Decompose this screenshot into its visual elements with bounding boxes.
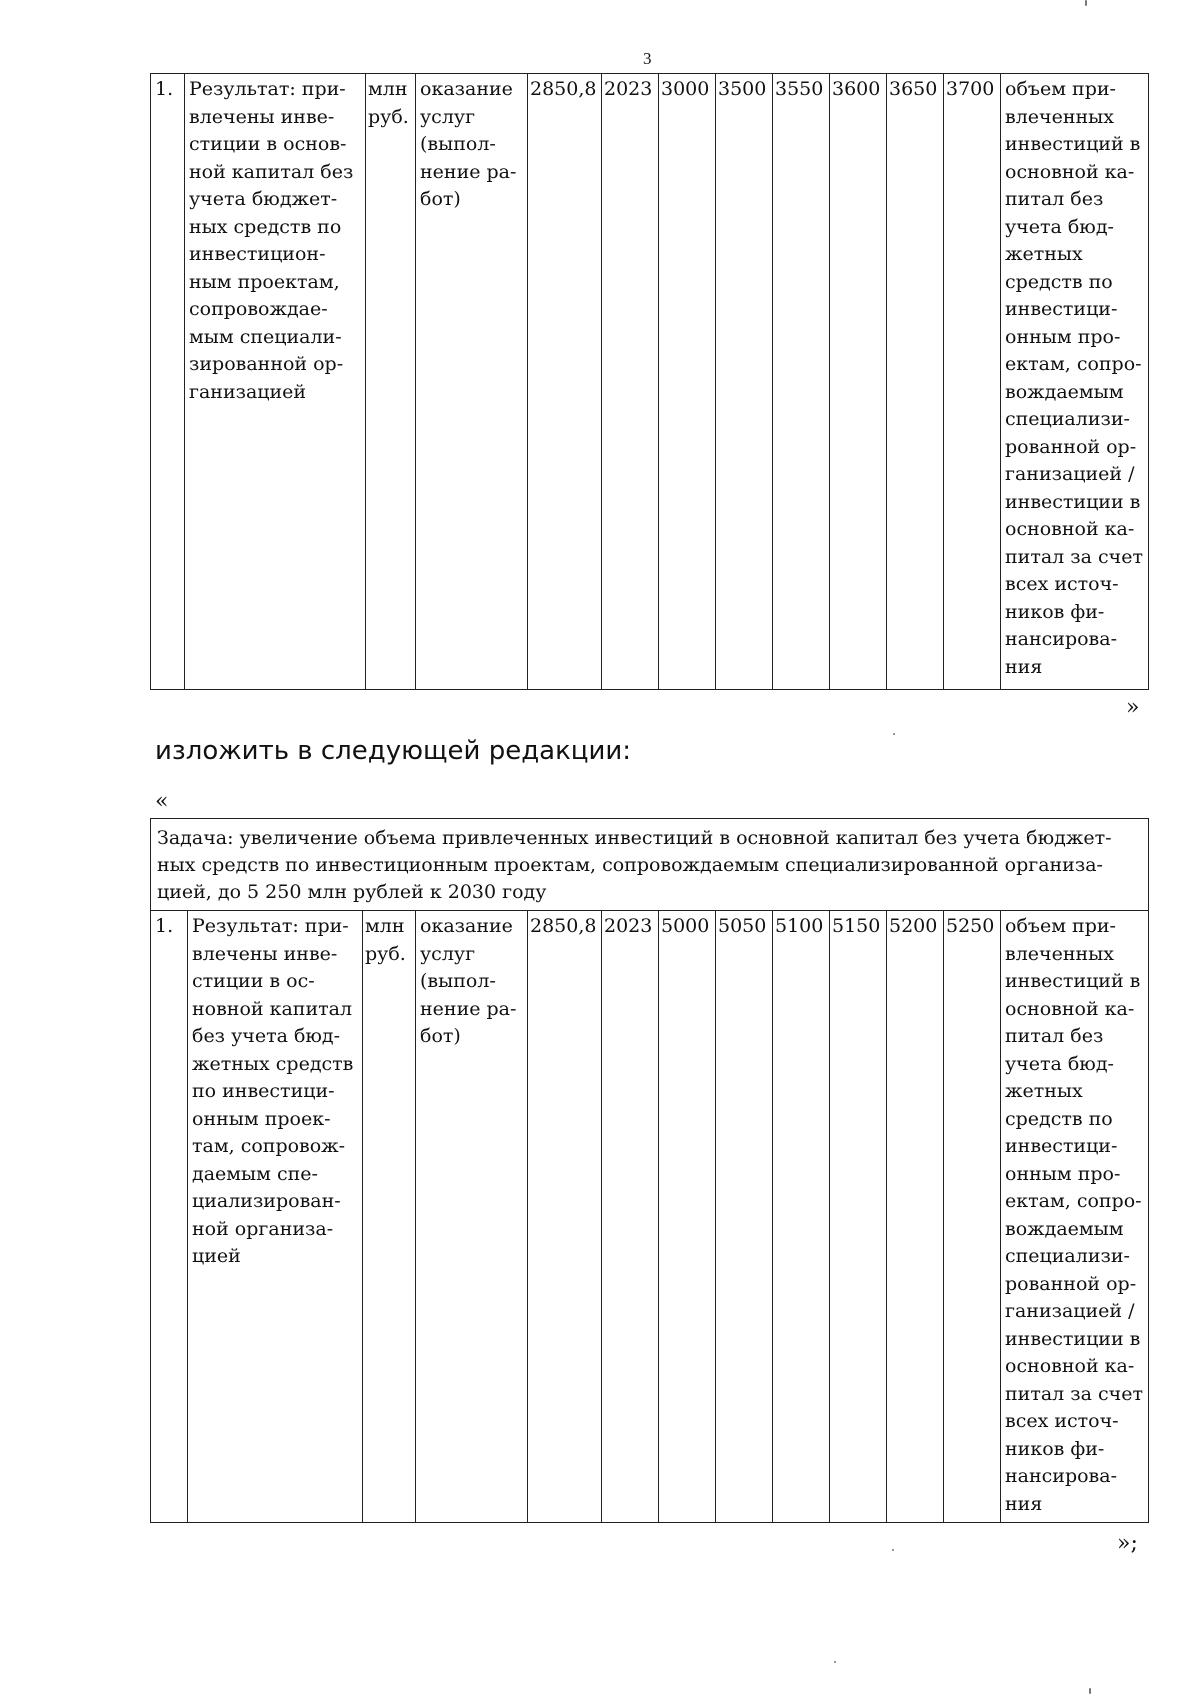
scan-speck — [834, 1661, 836, 1663]
page-number: 3 — [643, 49, 652, 68]
base-year-cell: 2023 — [602, 911, 659, 1523]
base-value-cell: 2850,8 — [528, 74, 602, 690]
opening-quote: « — [155, 789, 169, 814]
value-cell: 5000 — [659, 911, 716, 1523]
table-row — [151, 74, 1149, 690]
base-year-cell: 2023 — [602, 74, 659, 690]
description-cell: объем при- влеченных инвестиций в основной ка- питал без учета бюд- жетных средств по инвестици- онным про- ектам, сопро- вождаемым специализи- рованной ор- ганизацией / инвестиции в основной ка- питал за счет всех источ- ников фи- нансирова- ния — [1001, 74, 1149, 690]
description-cell: объем при- влеченных инвестиций в основной ка- питал без учета бюд- жетных средств по инвестици- онным про- ектам, сопро- вождаемым специализи- рованной ор- ганизацией / инвестиции в основной ка- питал за счет всех источ- ников фи- нансирова- ния — [1001, 911, 1149, 1523]
amendment-heading: изложить в следующей редакции: — [155, 736, 632, 766]
unit-cell: млн руб. — [363, 911, 416, 1523]
value-cell: 3700 — [944, 74, 1001, 690]
row-number: 1. — [151, 911, 188, 1523]
type-cell: оказание услуг (выпол- нение ра- бот) — [416, 911, 528, 1523]
closing-quote: » — [1126, 695, 1140, 720]
closing-quote-semicolon: »; — [1117, 1531, 1138, 1556]
value-cell: 3000 — [659, 74, 716, 690]
value-cell: 3650 — [887, 74, 944, 690]
type-cell: оказание услуг (выпол- нение ра- бот) — [416, 74, 528, 690]
value-cell: 5050 — [716, 911, 773, 1523]
value-cell: 3500 — [716, 74, 773, 690]
table-row — [151, 911, 1149, 1523]
value-cell: 3600 — [830, 74, 887, 690]
indicator-table-old — [150, 73, 1149, 690]
indicator-table-new — [150, 818, 1149, 1523]
result-cell: Результат: при- влечены инве- стиции в ос- новной капитал без учета бюд- жетных средств по инвестици- онным проек- там, сопровож- даемым спе- циализирован- ной организа- цией — [188, 911, 363, 1523]
value-cell: 5100 — [773, 911, 830, 1523]
result-cell: Результат: при- влечены инве- стиции в основ- ной капитал без учета бюджет- ных средств по инвестицион- ным проектам, сопровождае- мым специали- зированной ор- ганизацией — [185, 74, 366, 690]
task-cell: Задача: увеличение объема привлеченных инвестиций в основной капитал без учета бюджет- ных средств по инвестиционным проектам, сопровождаемым специализированной организа- цией, до 5 250 млн рублей к 2030 году — [151, 819, 1149, 911]
value-cell: 5200 — [887, 911, 944, 1523]
base-value-cell: 2850,8 — [528, 911, 602, 1523]
scan-speck — [1085, 0, 1087, 6]
task-row — [151, 819, 1149, 911]
scan-speck — [893, 733, 895, 735]
scan-speck — [892, 1549, 894, 1551]
unit-cell: млн руб. — [366, 74, 416, 690]
value-cell: 3550 — [773, 74, 830, 690]
row-number: 1. — [151, 74, 185, 690]
value-cell: 5150 — [830, 911, 887, 1523]
scan-speck — [1089, 1688, 1091, 1694]
value-cell: 5250 — [944, 911, 1001, 1523]
